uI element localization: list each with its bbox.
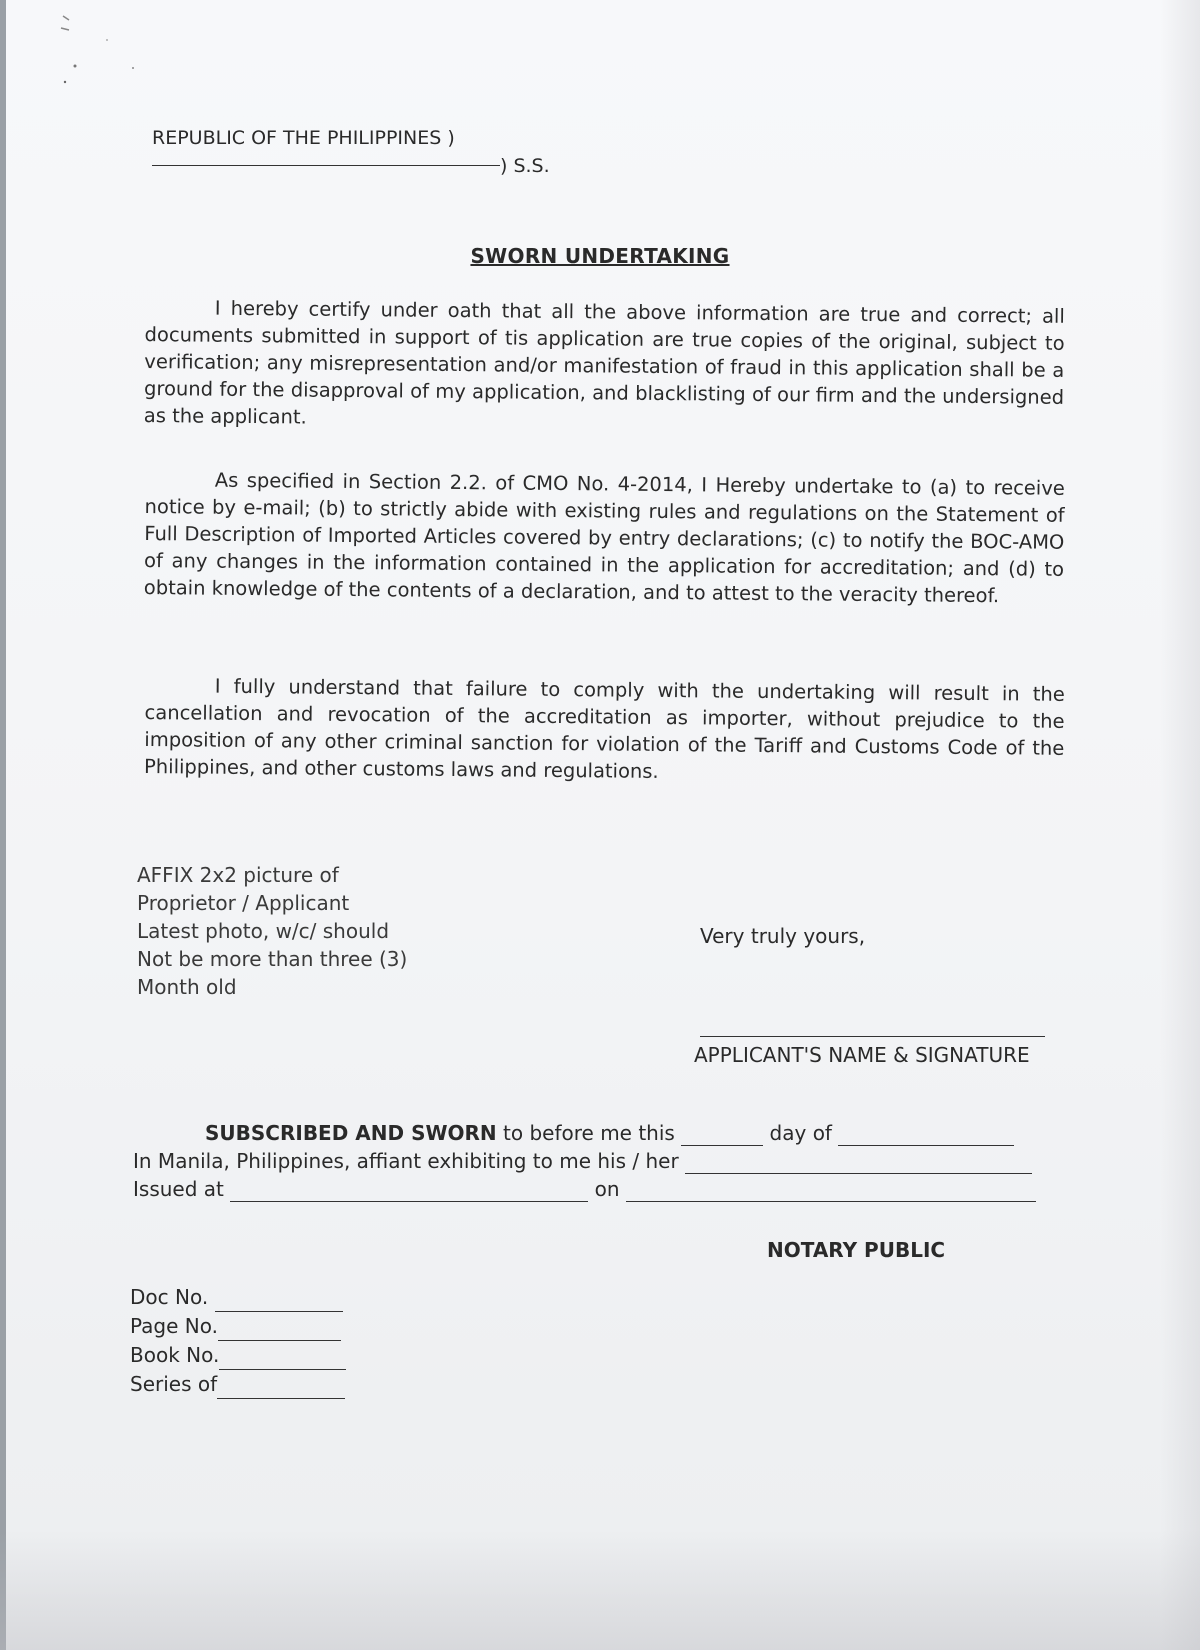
scan-shadow-bottom	[0, 1530, 1200, 1650]
paragraph-certification: I hereby certify under oath that all the above information are true and correct; all documents submitted in support of tis application are true copies of the original, subject to verification; any misrepresentation and/or manifestation of fraud in this application shall be a ground for the disapproval of my application, and blacklisting of our firm and the undersigned as the applicant.	[143, 296, 1065, 429]
jurat-lead: SUBSCRIBED AND SWORN	[205, 1121, 497, 1145]
paragraph-undertaking: As specified in Section 2.2. of CMO No. 4-2014, I Hereby undertake to (a) to receive notice by e-mail; (b) to strictly abide with existing rules and regulations on the Statement of Full Description of Imported Articles covered by entry declarations; (c) to notify the BOC-AMO of any changes in the information contained in the application for accreditation; and (d) to obtain knowledge of the contents of a declaration, and to attest to the veracity thereof.	[143, 468, 1065, 608]
issued-at-blank	[230, 1181, 588, 1202]
doc-field-blank	[219, 1349, 346, 1370]
notary-public-label: NOTARY PUBLIC	[767, 1238, 946, 1262]
jurat-line-1	[205, 1120, 1014, 1146]
signature-line	[700, 1036, 1045, 1037]
jurat-text: day of	[763, 1121, 839, 1145]
doc-field	[130, 1312, 346, 1341]
venue-line-1: REPUBLIC OF THE PHILIPPINES )	[152, 127, 455, 149]
scan-specks	[55, 10, 145, 100]
jurat-line-2	[133, 1148, 1032, 1174]
doc-field-label: Page No.	[130, 1314, 218, 1338]
photo-instruction-line: Latest photo, w/c/ should	[137, 919, 390, 943]
jurat-line-3	[133, 1176, 1036, 1202]
id-blank	[685, 1153, 1032, 1174]
day-blank	[681, 1125, 763, 1146]
doc-field	[130, 1341, 346, 1370]
issued-on-blank	[626, 1181, 1036, 1202]
document-title: SWORN UNDERTAKING	[470, 244, 730, 268]
photo-instruction-line: Proprietor / Applicant	[137, 891, 350, 915]
venue-line-2: ) S.S.	[500, 155, 550, 177]
jurat-text: to before me this	[496, 1121, 682, 1145]
doc-field-label: Doc No.	[130, 1285, 215, 1309]
doc-field-blank	[217, 1378, 345, 1399]
doc-field-blank	[215, 1291, 343, 1312]
jurat-text: In Manila, Philippines, affiant exhibiting to me his / her	[133, 1149, 686, 1173]
notarial-register-fields	[130, 1283, 346, 1399]
jurat-text: Issued at	[133, 1177, 231, 1201]
photo-instructions	[137, 861, 407, 1001]
photo-instruction-line: Not be more than three (3)	[137, 947, 408, 971]
venue-blank	[152, 165, 500, 166]
photo-instruction-line: Month old	[137, 975, 237, 999]
doc-field	[130, 1370, 346, 1399]
paragraph-understanding: I fully understand that failure to comply with the undertaking will result in the cancellation and revocation of the accreditation as importer, without prejudice to the imposition of any other criminal sanction for violation of the Tariff and Customs Code of the Philippines, and other customs laws and regulations.	[143, 674, 1065, 783]
doc-field-blank	[218, 1320, 341, 1341]
signature-label: APPLICANT'S NAME & SIGNATURE	[694, 1043, 1030, 1067]
doc-field	[130, 1283, 346, 1312]
jurat-text: on	[588, 1177, 626, 1201]
photo-instruction-line: AFFIX 2x2 picture of	[137, 863, 339, 887]
doc-field-label: Series of	[130, 1372, 218, 1396]
closing-salutation: Very truly yours,	[700, 924, 866, 948]
doc-field-label: Book No.	[130, 1343, 220, 1367]
month-blank	[838, 1125, 1014, 1146]
